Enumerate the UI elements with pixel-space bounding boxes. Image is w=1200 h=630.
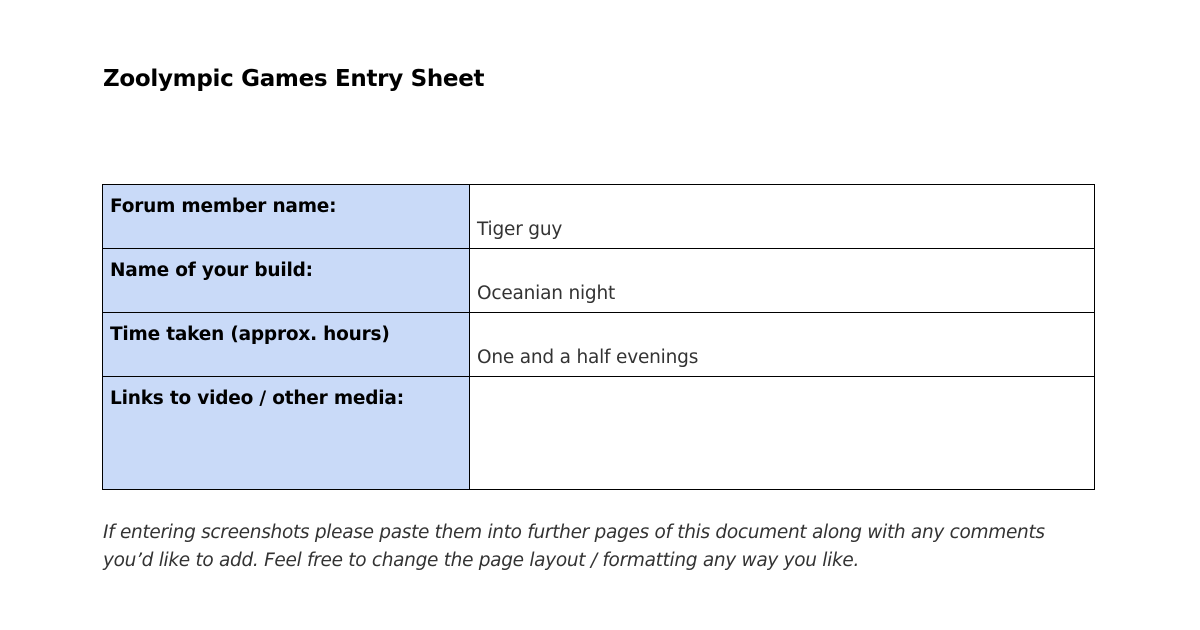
instructions-note: If entering screenshots please paste them into further pages of this document along with any comments you’d like to add. Feel free to change the page layout / formatting any way you like. [103,522,1045,571]
label-build-name: Name of your build: [110,260,313,281]
label-cell-forum-member-name [103,185,470,249]
label-cell-media-links [103,377,470,490]
value-cell-time-taken[interactable] [470,313,1095,377]
label-forum-member-name: Forum member name: [110,196,337,217]
table-row [103,377,1095,490]
entry-table [102,184,1095,490]
label-cell-time-taken [103,313,470,377]
value-time-taken[interactable]: One and a half evenings [477,347,699,368]
value-media-links[interactable] [470,377,1094,410]
value-forum-member-name[interactable]: Tiger guy [477,219,563,240]
table-row [103,185,1095,249]
value-cell-build-name[interactable] [470,249,1095,313]
value-cell-media-links[interactable] [470,377,1095,490]
value-build-name[interactable]: Oceanian night [477,283,616,304]
table-row [103,249,1095,313]
label-media-links: Links to video / other media: [110,388,404,409]
label-time-taken: Time taken (approx. hours) [110,324,390,345]
document-title: Zoolympic Games Entry Sheet [103,66,485,92]
value-cell-forum-member-name[interactable] [470,185,1095,249]
table-row [103,313,1095,377]
label-cell-build-name [103,249,470,313]
